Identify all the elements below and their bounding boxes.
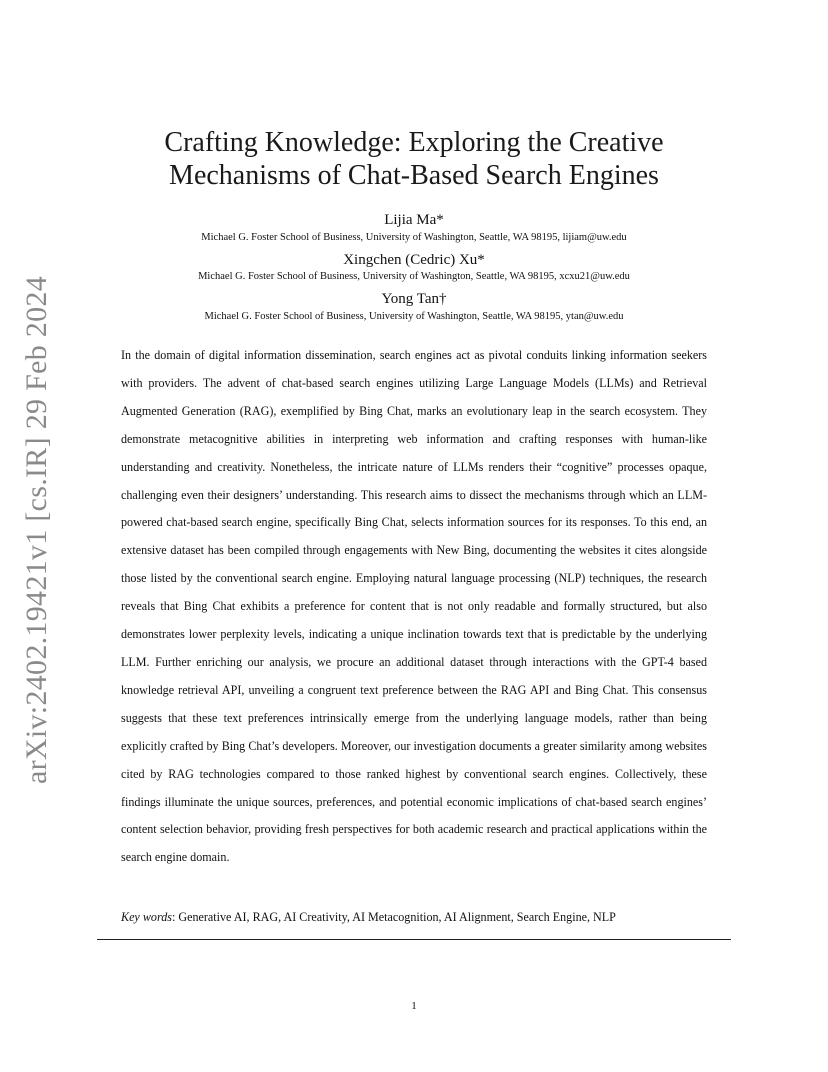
- abstract-paragraph: In the domain of digital information dissemination, search engines act as pivotal conduits linking information seekers with providers. The advent of chat-based search engines utilizing Large Language Models (LLMs) and Retrieval Augmented Generation (RAG), exemplified by Bing Chat, marks an evolutionary leap in the search ecosystem. They demonstrate metacognitive abilities in interpreting web information and crafting responses with human-like understanding and creativity. Nonetheless, the intricate nature of LLMs renders their “cognitive” processes opaque, challenging even their designers’ understanding. This research aims to dissect the mechanisms through which an LLM-powered chat-based search engine, specifically Bing Chat, selects information sources for its responses. To this end, an extensive dataset has been compiled through engagements with New Bing, documenting the websites it cites alongside those listed by the conventional search engine. Employing natural language processing (NLP) techniques, the research reveals that Bing Chat exhibits a preference for content that is not only readable and formally structured, but also demonstrates lower perplexity levels, indicating a unique inclination towards text that is predictable by the underlying LLM. Further enriching our analysis, we procure an additional dataset through interactions with the GPT-4 based knowledge retrieval API, unveiling a congruent text preference between the RAG API and Bing Chat. This consensus suggests that these text preferences intrinsically emerge from the underlying language models, rather than being explicitly crafted by Bing Chat’s developers. Moreover, our investigation documents a greater similarity among websites cited by RAG technologies compared to those ranked highest by conventional search engines. Collectively, these findings illuminate the unique sources, preferences, and potential economic implications of chat-based search engines’ content selection behavior, providing fresh perspectives for both academic research and practical applications within the search engine domain.: [121, 348, 707, 865]
- keywords-list: Generative AI, RAG, AI Creativity, AI Metacognition, AI Alignment, Search Engine, NLP: [178, 910, 616, 924]
- author-affiliation-3: Michael G. Foster School of Business, University of Washington, Seattle, WA 98195, ytan@uw.edu: [204, 311, 624, 322]
- keywords-line: [121, 908, 721, 926]
- keywords-colon: :: [171, 910, 176, 924]
- page-number: 1: [411, 1000, 417, 1012]
- author-name-2: Xingchen (Cedric) Xu*: [343, 252, 485, 268]
- paper-title: [100, 126, 728, 192]
- title-line-1: Crafting Knowledge: Exploring the Creative: [164, 127, 664, 158]
- footnote-divider: [97, 939, 731, 940]
- arxiv-identifier-text: arXiv:2402.19421v1 [cs.IR] 29 Feb 2024: [20, 275, 54, 785]
- arxiv-identifier-stamp: [12, 275, 62, 785]
- author-affiliation-2: Michael G. Foster School of Business, University of Washington, Seattle, WA 98195, xcxu21@uw.edu: [198, 271, 630, 282]
- author-name-1: Lijia Ma*: [384, 212, 444, 228]
- author-affiliation-1: Michael G. Foster School of Business, University of Washington, Seattle, WA 98195, lijiam@uw.edu: [201, 232, 627, 243]
- author-name-3: Yong Tan†: [381, 291, 447, 307]
- keywords-label: Key words: [121, 910, 172, 924]
- title-line-2: Mechanisms of Chat-Based Search Engines: [169, 160, 659, 191]
